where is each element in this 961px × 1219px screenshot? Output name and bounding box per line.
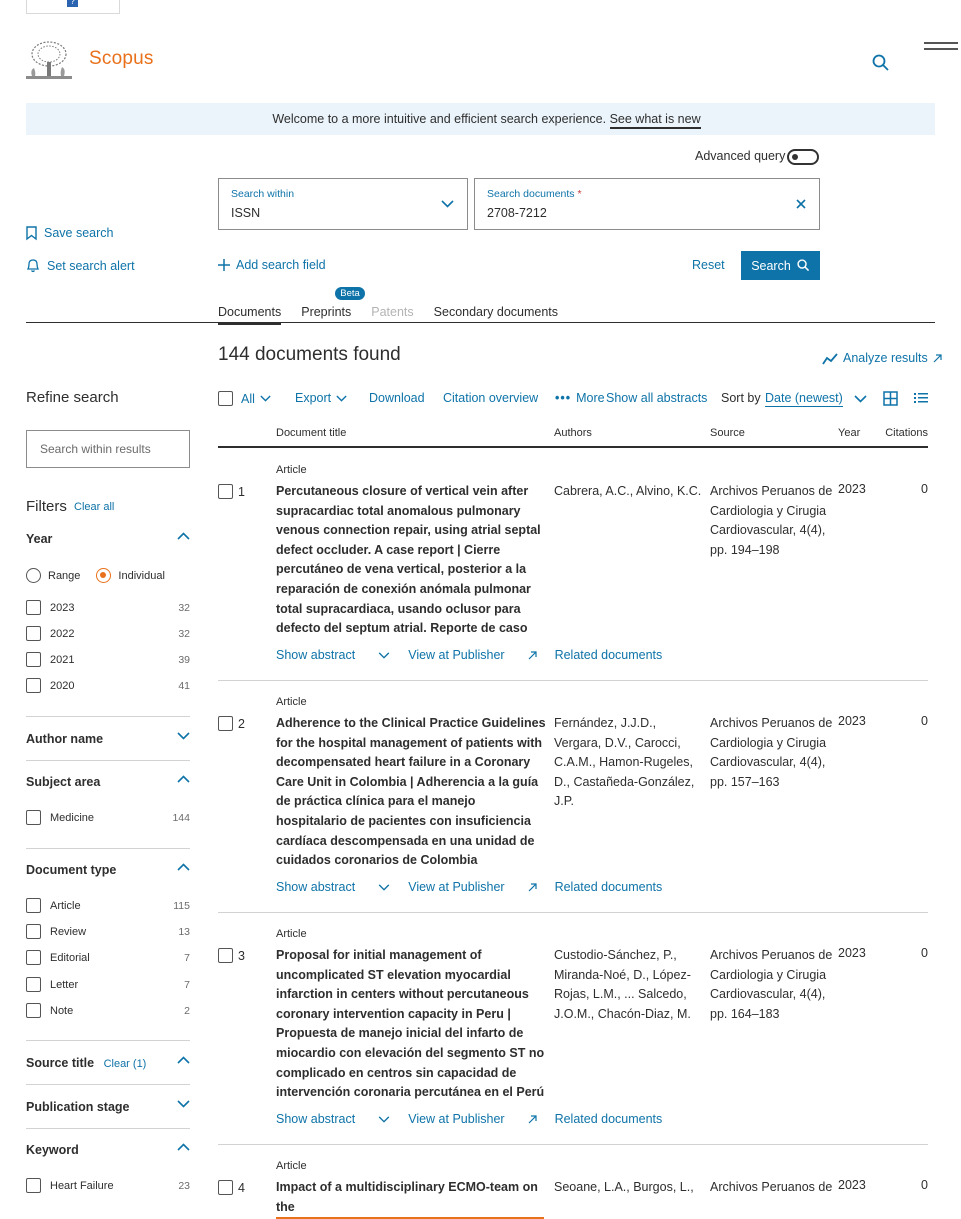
checkbox[interactable]	[218, 1180, 233, 1195]
individual-radio[interactable]	[96, 568, 111, 583]
checkbox[interactable]	[26, 1003, 41, 1018]
chevron-down-icon	[177, 1100, 190, 1108]
authors[interactable]: Seoane, L.A., Burgos, L.,	[554, 1180, 694, 1194]
tab-documents[interactable]: Documents	[218, 305, 281, 325]
citations: 0	[921, 946, 928, 960]
checkbox[interactable]	[26, 652, 41, 667]
announcement-banner	[26, 103, 935, 135]
result-select[interactable]: 4	[218, 1180, 245, 1195]
divider	[26, 760, 190, 761]
authors[interactable]: Fernández, J.J.D., Vergara, D.V., Carocci, C.A.M., Hamon-Rugeles, D., Castañeda-González, J.P.	[554, 716, 695, 809]
save-search-link[interactable]: Save search	[26, 226, 113, 240]
col-authors[interactable]: Authors	[554, 427, 592, 439]
document-title-link[interactable]: Impact of a multidisciplinary ECMO-team on the	[276, 1178, 544, 1219]
view-at-publisher-link[interactable]: View at Publisher	[408, 648, 536, 662]
col-year[interactable]: Year	[838, 427, 861, 439]
required-marker: *	[577, 188, 582, 200]
subject-area-filter-header[interactable]: Subject area	[26, 775, 190, 789]
chevron-down-icon	[854, 395, 867, 403]
grid-view-icon[interactable]	[883, 391, 898, 406]
subject-filter-item[interactable]: Medicine 144	[26, 810, 190, 825]
document-type: Article	[276, 464, 307, 476]
banner-link[interactable]: See what is new	[610, 112, 701, 129]
sort-by-label: Sort by	[721, 391, 761, 405]
list-view-icon[interactable]	[914, 392, 928, 404]
add-search-field-button[interactable]: Add search field	[218, 258, 326, 272]
source-clear-link[interactable]: Clear (1)	[103, 1058, 147, 1070]
refine-search-heading: Refine search	[26, 389, 119, 406]
search-within-results-input[interactable]: Search within results	[26, 430, 190, 468]
external-link-icon	[528, 651, 537, 660]
checkbox[interactable]	[26, 626, 41, 641]
year-filter-item[interactable]: 2023 32	[26, 600, 190, 615]
individual-label: Individual	[118, 569, 165, 582]
publication-stage-filter-header[interactable]: Publication stage	[26, 1100, 190, 1114]
citation-overview-button[interactable]: Citation overview	[443, 391, 539, 405]
doctype-filter-item[interactable]: Editorial 7	[26, 950, 190, 965]
results-count: 144 documents found	[218, 344, 401, 365]
beta-badge: Beta	[335, 287, 365, 300]
search-documents-value: 2708-7212	[487, 206, 547, 220]
search-within-select[interactable]	[218, 178, 468, 230]
document-type-filter-header[interactable]: Document type	[26, 863, 190, 877]
document-title-link[interactable]: Percutaneous closure of vertical vein after supracardiac total anomalous pulmonary venous connection repair, using atrial septal defect occluder. A case report | Cierre percutáneo de vena vertical, posterior a la reparación de conexión anómala pulmonar total supracardiaca, usando oclusor para defecto del septum atrial. Reporte de caso	[276, 484, 541, 636]
external-link-icon	[933, 354, 942, 363]
search-icon	[797, 259, 810, 272]
menu-icon[interactable]	[924, 42, 958, 54]
document-title-link[interactable]: Proposal for initial management of uncomplicated ST elevation myocardial infarction in centers without percutaneous coronary intervention capacity in Peru | Propuesta de manejo inicial del infarto de miocardio con elevación del segmento ST no complicado en centros sin capacidad de intervención coronaria percutánea en el Perú	[276, 948, 545, 1100]
year-filter-header[interactable]: Year	[26, 532, 190, 546]
keyword-filter-item[interactable]: Heart Failure 23	[26, 1178, 190, 1193]
banner-text: Welcome to a more intuitive and efficient search experience.	[272, 112, 607, 126]
result-actions	[276, 1112, 680, 1126]
show-abstract-button[interactable]: Show abstract	[276, 880, 390, 894]
citations: 0	[921, 482, 928, 496]
row-divider	[218, 1144, 928, 1145]
authors[interactable]: Cabrera, A.C., Alvino, K.C.	[554, 484, 702, 498]
search-documents-label: Search documents *	[487, 188, 582, 200]
clear-all-link[interactable]: Clear all	[74, 501, 115, 513]
document-type: Article	[276, 1160, 307, 1172]
help-icon[interactable]: ?	[67, 0, 78, 7]
tab-preprints[interactable]: Preprints Beta	[301, 305, 351, 325]
year: 2023	[838, 714, 866, 728]
chevron-down-icon	[378, 1116, 390, 1123]
set-search-alert-link[interactable]: Set search alert	[26, 258, 135, 273]
elsevier-logo[interactable]	[26, 40, 72, 82]
divider	[26, 716, 190, 717]
tab-patents[interactable]: Patents	[371, 305, 414, 319]
chevron-down-icon	[378, 652, 390, 659]
divider	[26, 1084, 190, 1085]
year: 2023	[838, 1178, 866, 1192]
chevron-up-icon	[177, 1056, 190, 1064]
tab-secondary-documents[interactable]: Secondary documents	[433, 305, 559, 319]
more-menu[interactable]: ••• More	[555, 391, 605, 405]
result-select[interactable]: 3	[218, 948, 245, 963]
sort-select[interactable]: Date (newest)	[765, 391, 867, 407]
checkbox[interactable]	[26, 977, 41, 992]
chevron-up-icon	[177, 1143, 190, 1151]
result-actions	[276, 880, 680, 894]
brand-name[interactable]: Scopus	[89, 48, 154, 69]
document-type: Article	[276, 928, 307, 940]
doctype-filter-item[interactable]: Review 13	[26, 924, 190, 939]
result-actions	[276, 648, 680, 662]
external-link-icon	[528, 1115, 537, 1124]
bell-icon	[26, 258, 40, 273]
divider	[26, 1128, 190, 1129]
more-dots-icon: •••	[555, 391, 572, 405]
checkbox[interactable]	[26, 1178, 41, 1193]
col-citations[interactable]: Citations	[885, 427, 928, 439]
authors[interactable]: Custodio-Sánchez, P., Miranda-Noé, D., López-Rojas, L.M., ... Salcedo, J.O.M., Chacón-Diaz, M.	[554, 948, 691, 1021]
plus-icon	[218, 259, 230, 271]
doctype-filter-item[interactable]: Note 2	[26, 1003, 190, 1018]
source[interactable]: Archivos Peruanos de Cardiologia y Cirugia Cardiovascular, 4(4), pp. 164–183	[710, 948, 833, 1021]
checkbox[interactable]	[218, 716, 233, 731]
results-table-header	[218, 426, 928, 448]
result-select[interactable]: 2	[218, 716, 245, 731]
chart-line-icon	[822, 352, 838, 365]
checkbox[interactable]	[26, 600, 41, 615]
chevron-down-icon	[336, 395, 347, 402]
chevron-down-icon	[177, 732, 190, 740]
source-title-filter-header[interactable]: Source title Clear (1)	[26, 1056, 190, 1070]
checkbox[interactable]	[26, 924, 41, 939]
search-button[interactable]: Search	[741, 251, 820, 280]
view-at-publisher-link[interactable]: View at Publisher	[408, 1112, 536, 1126]
author-name-filter-header[interactable]: Author name	[26, 732, 190, 746]
keyword-filter-header[interactable]: Keyword	[26, 1143, 190, 1157]
year-mode-radios	[26, 568, 190, 583]
show-abstract-button[interactable]: Show abstract	[276, 648, 390, 662]
analyze-results-link[interactable]: Analyze results	[822, 351, 942, 365]
checkbox[interactable]	[26, 898, 41, 913]
filters-heading: Filters	[26, 498, 67, 515]
tabs-divider	[26, 322, 935, 323]
checkbox[interactable]	[26, 810, 41, 825]
show-all-abstracts-button[interactable]: Show all abstracts	[606, 391, 708, 405]
range-label: Range	[48, 569, 81, 582]
clear-icon[interactable]	[796, 199, 806, 209]
advanced-query-label: Advanced query	[695, 149, 786, 163]
source[interactable]: Archivos Peruanos de	[710, 1180, 833, 1194]
chevron-up-icon	[177, 863, 190, 871]
row-divider	[218, 912, 928, 913]
related-documents-link[interactable]: Related documents	[554, 648, 663, 662]
year-filter-item[interactable]: 2021 39	[26, 652, 190, 667]
search-icon[interactable]	[872, 54, 890, 72]
export-dropdown[interactable]: Export	[295, 391, 347, 405]
show-abstract-button[interactable]: Show abstract	[276, 1112, 390, 1126]
result-select[interactable]: 1	[218, 484, 245, 499]
related-documents-link[interactable]: Related documents	[554, 880, 663, 894]
chevron-down-icon	[378, 884, 390, 891]
year-filter-item[interactable]: 2020 41	[26, 678, 190, 693]
checkbox[interactable]	[26, 678, 41, 693]
citations: 0	[921, 714, 928, 728]
view-at-publisher-link[interactable]: View at Publisher	[408, 880, 536, 894]
checkbox[interactable]	[218, 391, 233, 406]
related-documents-link[interactable]: Related documents	[554, 1112, 663, 1126]
document-type: Article	[276, 696, 307, 708]
year-filter-item[interactable]: 2022 32	[26, 626, 190, 641]
range-radio[interactable]	[26, 568, 41, 583]
source[interactable]: Archivos Peruanos de Cardiologia y Cirugia Cardiovascular, 4(4), pp. 157–163	[710, 716, 833, 789]
search-within-label: Search within	[231, 188, 295, 200]
col-source[interactable]: Source	[710, 427, 745, 439]
search-documents-input[interactable]	[474, 178, 820, 230]
year: 2023	[838, 482, 866, 496]
reset-button[interactable]: Reset	[692, 258, 725, 272]
year: 2023	[838, 946, 866, 960]
chevron-down-icon	[441, 200, 454, 208]
doctype-filter-item[interactable]: Letter 7	[26, 977, 190, 992]
chevron-up-icon	[177, 532, 190, 540]
chevron-down-icon	[260, 395, 271, 402]
download-button[interactable]: Download	[369, 391, 425, 405]
document-title-link[interactable]: Adherence to the Clinical Practice Guidelines for the hospital management of patients with decompensated heart failure in a Coronary Care Unit in Colombia | Adherencia a la guía de práctica clínica para el manejo hospitalario de pacientes con insuficiencia cardíaca descompensada en una unidad de cuidados coronarios de Colombia	[276, 716, 546, 868]
row-divider	[218, 680, 928, 681]
bookmark-icon	[26, 226, 37, 240]
citations: 0	[921, 1178, 928, 1192]
checkbox[interactable]	[218, 484, 233, 499]
source[interactable]: Archivos Peruanos de Cardiologia y Cirugia Cardiovascular, 4(4), pp. 194–198	[710, 484, 833, 557]
search-within-value: ISSN	[231, 206, 261, 220]
col-title[interactable]: Document title	[276, 427, 347, 439]
checkbox[interactable]	[218, 948, 233, 963]
advanced-query-toggle[interactable]	[787, 149, 819, 165]
divider	[26, 1040, 190, 1041]
external-link-icon	[528, 883, 537, 892]
select-all[interactable]: All	[218, 391, 271, 406]
doctype-filter-item[interactable]: Article 115	[26, 898, 190, 913]
divider	[26, 848, 190, 849]
chevron-up-icon	[177, 775, 190, 783]
checkbox[interactable]	[26, 950, 41, 965]
